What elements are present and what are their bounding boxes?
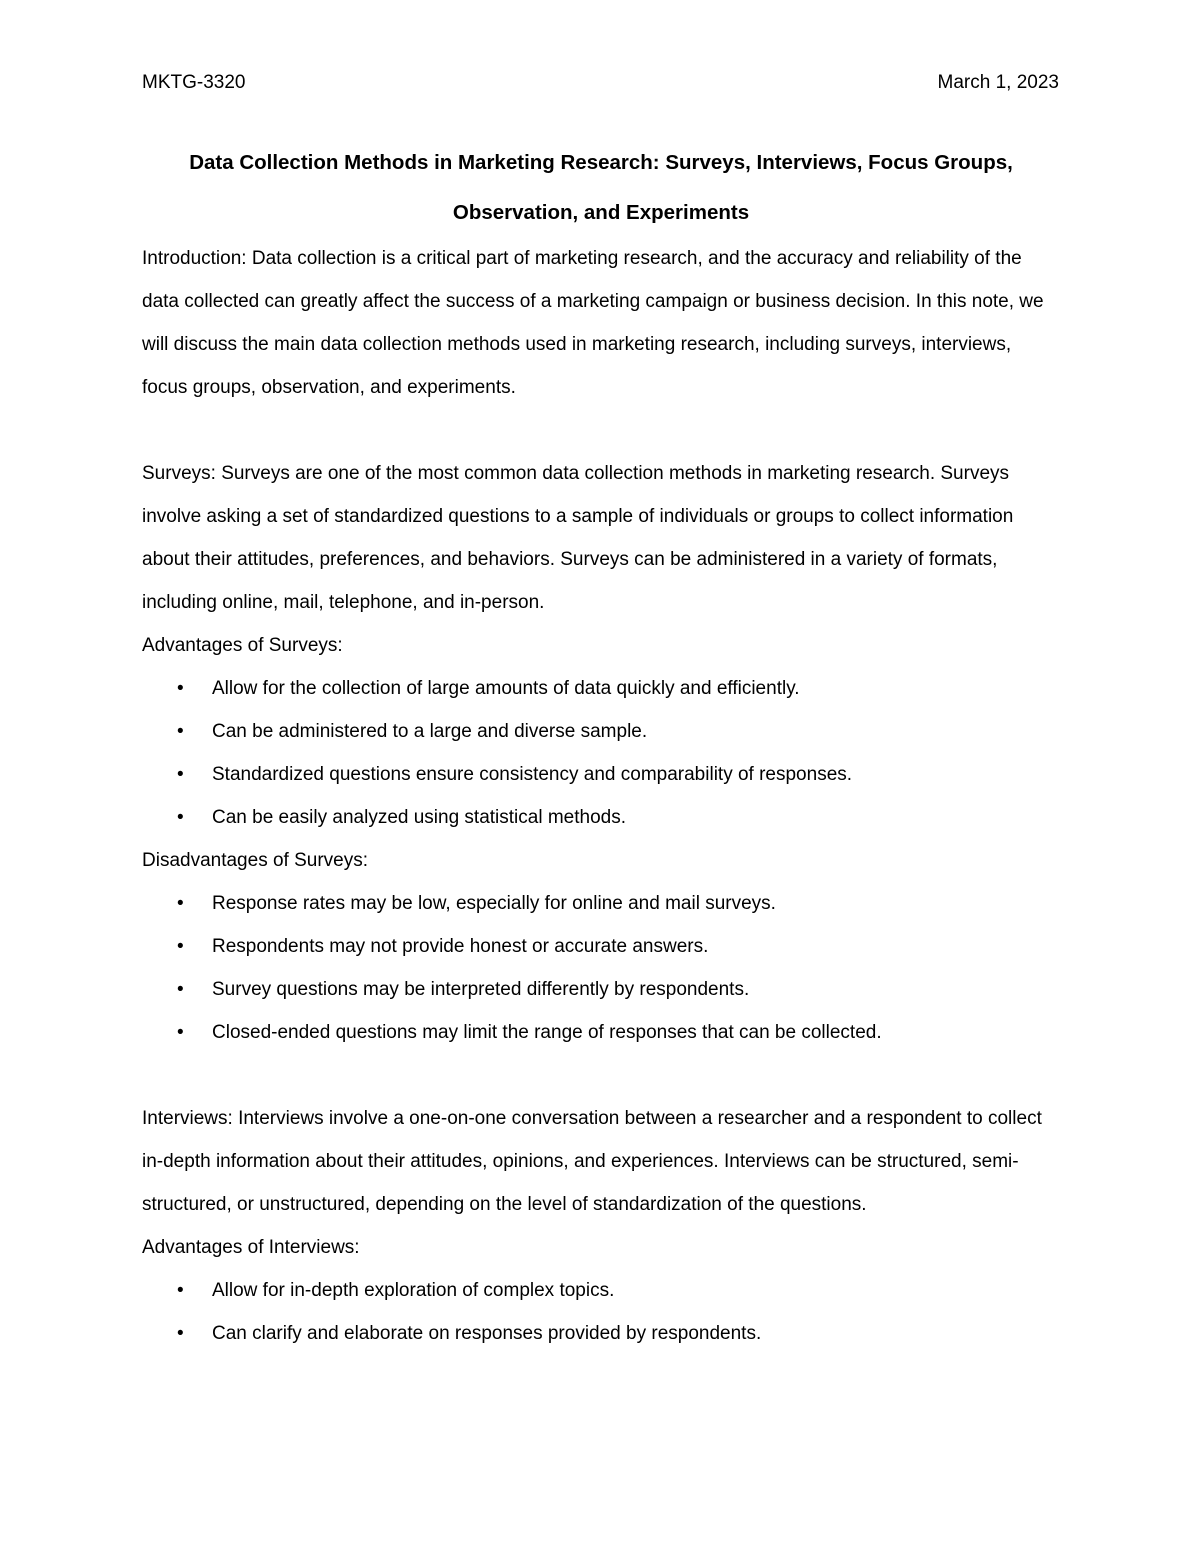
list-item-text: Response rates may be low, especially for online and mail surveys. <box>212 893 776 914</box>
list-item-text: Allow for the collection of large amounts of data quickly and efficiently. <box>212 678 800 699</box>
list-item <box>142 1011 1060 1054</box>
interviews-advantages-label: Advantages of Interviews: <box>142 1237 360 1258</box>
interviews-paragraph: Interviews: Interviews involve a one-on-one conversation between a researcher and a respondent to collect in-depth information about their attitudes, opinions, and experiences. Interviews can be structured, semi-structured, or unstructured, depending on the level of standardization of the questions. <box>142 1108 1042 1215</box>
bullet-icon: • <box>177 1022 184 1043</box>
bullet-icon: • <box>177 1323 184 1344</box>
list-item <box>142 968 1060 1011</box>
list-item <box>142 710 1060 753</box>
list-item-text: Can clarify and elaborate on responses provided by respondents. <box>212 1323 762 1344</box>
list-item <box>142 882 1060 925</box>
surveys-disadvantages-list <box>142 882 1060 1054</box>
list-item-text: Survey questions may be interpreted differently by respondents. <box>212 979 750 1000</box>
paragraph-spacer <box>142 1054 1060 1097</box>
bullet-icon: • <box>177 1280 184 1301</box>
list-item <box>142 925 1060 968</box>
surveys-advantages-list <box>142 667 1060 839</box>
list-item <box>142 753 1060 796</box>
document-body <box>142 237 1060 1355</box>
list-item <box>142 1312 1060 1355</box>
bullet-icon: • <box>177 807 184 828</box>
list-item-text: Respondents may not provide honest or accurate answers. <box>212 936 709 957</box>
bullet-icon: • <box>177 764 184 785</box>
list-item-text: Standardized questions ensure consistency and comparability of responses. <box>212 764 853 785</box>
list-item <box>142 796 1060 839</box>
page-header <box>142 72 1059 100</box>
list-item-text: Can be administered to a large and diverse sample. <box>212 721 648 742</box>
bullet-icon: • <box>177 721 184 742</box>
list-item-text: Can be easily analyzed using statistical methods. <box>212 807 627 828</box>
introduction-paragraph: Introduction: Data collection is a critical part of marketing research, and the accuracy and reliability of the data collected can greatly affect the success of a marketing campaign or business decision. In this note, we will discuss the main data collection methods used in marketing research, including surveys, interviews, focus groups, observation, and experiments. <box>142 248 1044 398</box>
interviews-advantages-list <box>142 1269 1060 1355</box>
course-code: MKTG-3320 <box>142 72 246 93</box>
document-date: March 1, 2023 <box>937 72 1059 93</box>
bullet-icon: • <box>177 979 184 1000</box>
paragraph-spacer <box>142 409 1060 452</box>
bullet-icon: • <box>177 678 184 699</box>
document-title: Data Collection Methods in Marketing Research: Surveys, Interviews, Focus Groups, Observation, and Experiments <box>189 151 1013 224</box>
list-item <box>142 1269 1060 1312</box>
bullet-icon: • <box>177 893 184 914</box>
surveys-paragraph: Surveys: Surveys are one of the most common data collection methods in marketing research. Surveys involve asking a set of standardized questions to a sample of individuals or groups to collect information about their attitudes, preferences, and behaviors. Surveys can be administered in a variety of formats, including online, mail, telephone, and in-person. <box>142 463 1014 613</box>
list-item <box>142 667 1060 710</box>
bullet-icon: • <box>177 936 184 957</box>
list-item-text: Allow for in-depth exploration of complex topics. <box>212 1280 615 1301</box>
list-item-text: Closed-ended questions may limit the range of responses that can be collected. <box>212 1022 882 1043</box>
surveys-advantages-label: Advantages of Surveys: <box>142 635 343 656</box>
surveys-disadvantages-label: Disadvantages of Surveys: <box>142 850 369 871</box>
